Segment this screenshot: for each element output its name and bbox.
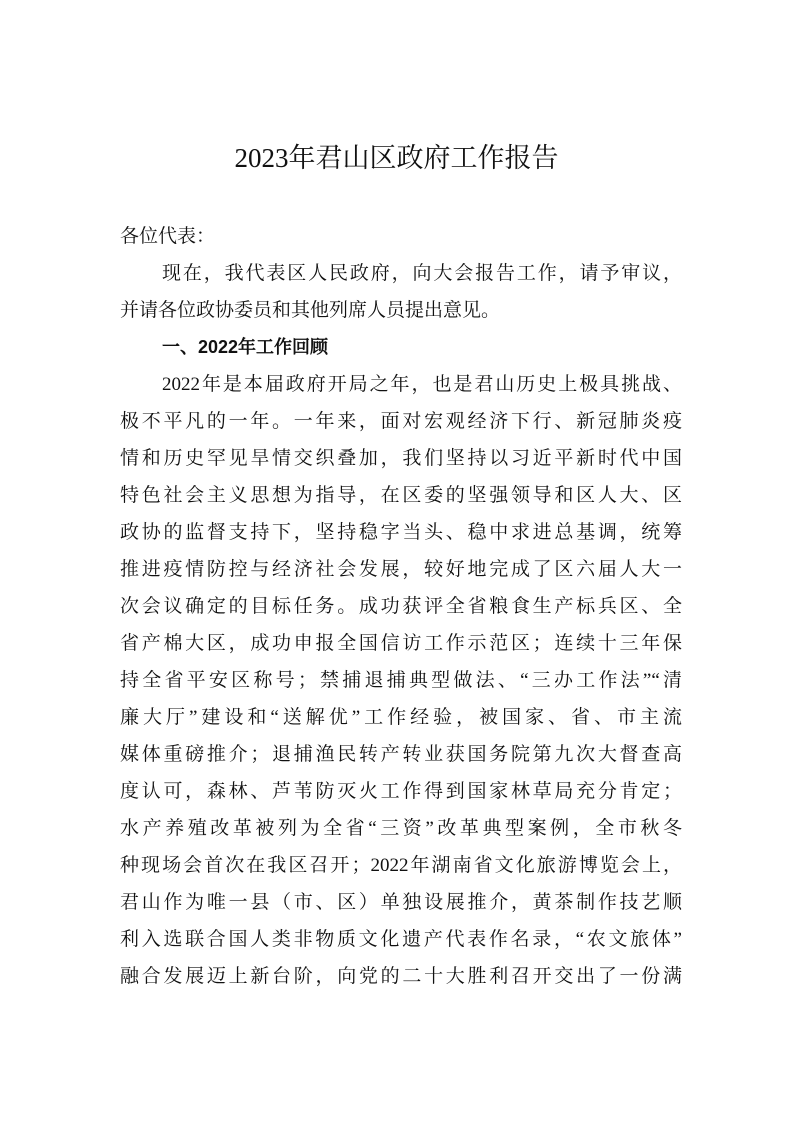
- paragraph-line: 次会议确定的目标任务。成功获评全省粮食生产标兵区、全: [120, 596, 682, 617]
- paragraph-line: 度认可，森林、芦苇防灭火工作得到国家林草局充分肯定；: [120, 781, 682, 802]
- intro-line: 现在，我代表区人民政府，向大会报告工作，请予审议，: [162, 263, 682, 284]
- paragraph-line: 廉大厅”建设和“送解优”工作经验，被国家、省、市主流: [120, 707, 682, 728]
- paragraph-line: 利入选联合国人类非物质文化遗产代表作名录，“农文旅体”: [120, 929, 682, 950]
- paragraph: [120, 366, 682, 995]
- paragraph-line: 极不平凡的一年。一年来，面对宏观经济下行、新冠肺炎疫: [120, 411, 682, 432]
- paragraph-line: 特色社会主义思想为指导，在区委的坚强领导和区人大、区: [120, 485, 682, 506]
- paragraph-line: 持全省平安区称号；禁捕退捕典型做法、“三办工作法”“清: [120, 670, 682, 691]
- paragraph-line: 融合发展迈上新台阶，向党的二十大胜利召开交出了一份满: [120, 966, 682, 987]
- paragraph-line: 水产养殖改革被列为全省“三资”改革典型案例，全市秋冬: [120, 818, 682, 839]
- paragraph-line: 2022年是本届政府开局之年，也是君山历史上极具挑战、: [162, 374, 682, 395]
- paragraph-line: 省产棉大区，成功申报全国信访工作示范区；连续十三年保: [120, 633, 682, 654]
- intro-line: 并请各位政协委员和其他列席人员提出意见。: [120, 300, 501, 321]
- paragraph-line: 君山作为唯一县（市、区）单独设展推介，黄茶制作技艺顺: [120, 892, 682, 913]
- paragraph-line: 政协的监督支持下，坚持稳字当头、稳中求进总基调，统筹: [120, 522, 682, 543]
- paragraph-line: 媒体重磅推介；退捕渔民转产转业获国务院第九次大督查高: [120, 744, 682, 765]
- paragraph-line: 种现场会首次在我区召开；2022年湖南省文化旅游博览会上，: [120, 855, 682, 876]
- paragraph-line: 推进疫情防控与经济社会发展，较好地完成了区六届人大一: [120, 559, 682, 580]
- paragraph-line: 情和历史罕见旱情交织叠加，我们坚持以习近平新时代中国: [120, 448, 682, 469]
- document-title: 2023年君山区政府工作报告: [234, 143, 559, 173]
- salutation: 各位代表：: [120, 226, 216, 247]
- document-body: [120, 218, 682, 995]
- section-heading: 一、2022年工作回顾: [162, 337, 329, 357]
